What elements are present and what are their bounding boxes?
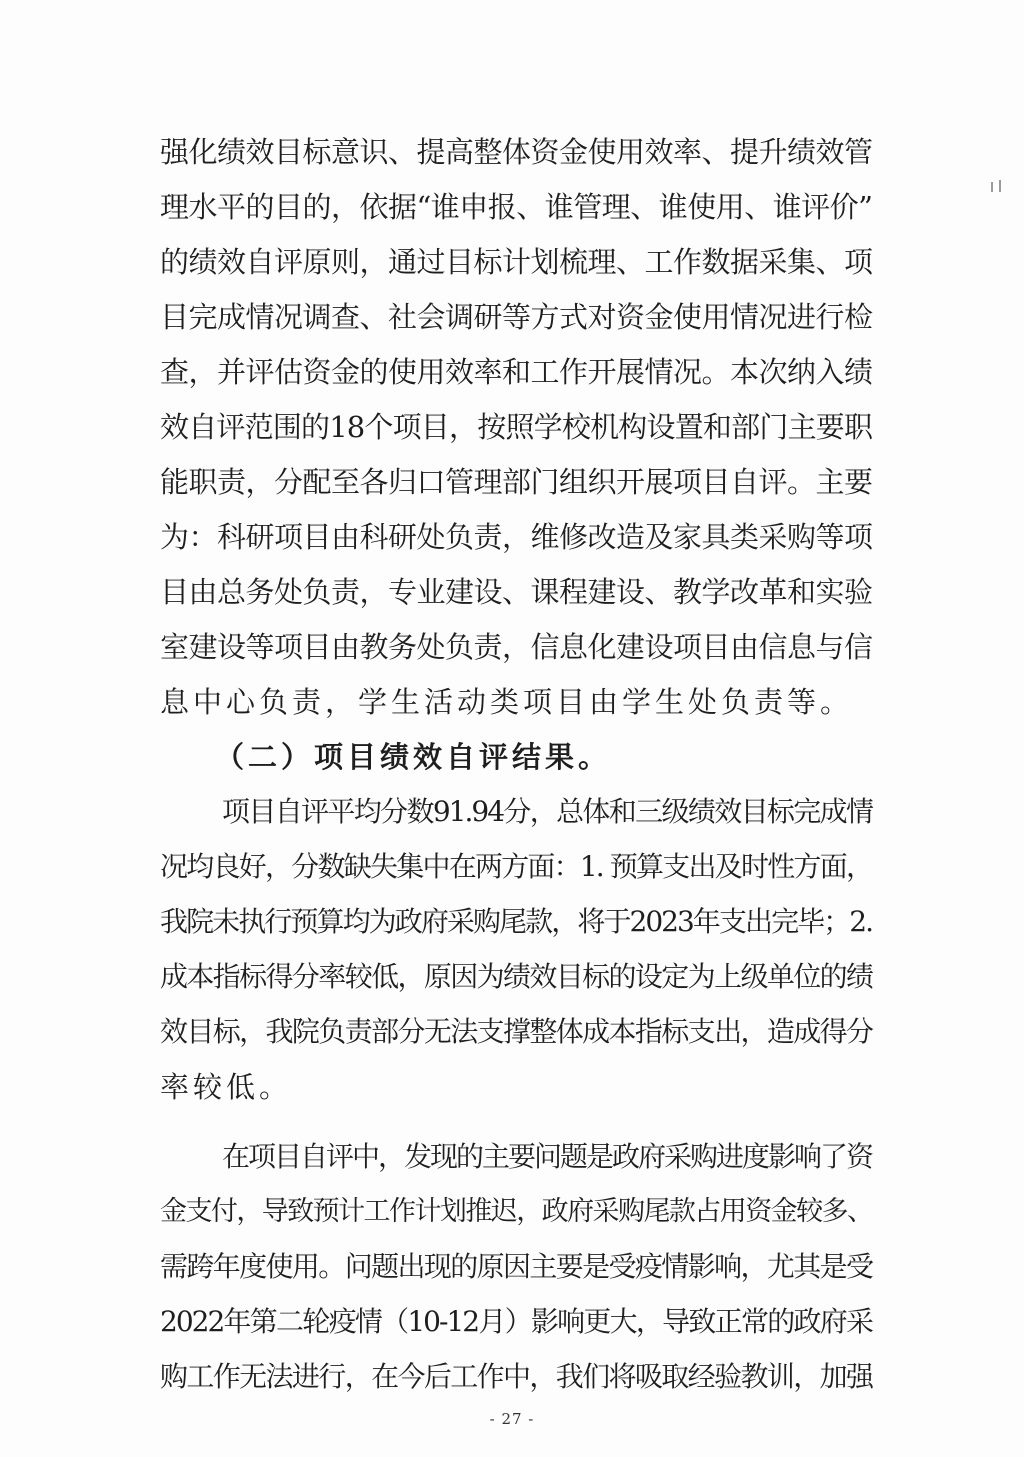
text-line: 息中心负责，学生活动类项目由学生处负责等。 [160,685,854,719]
text-line: 率较低。 [160,1070,293,1104]
text-line: 况均良好，分数缺失集中在两方面：1. 预算支出及时性方面， [160,850,872,883]
text-line: 效自评范围的18个项目，按照学校机构设置和部门主要职 [160,410,872,444]
text-line: 查，并评估资金的使用效率和工作开展情况。本次纳入绩 [160,355,872,389]
text-line: 需跨年度使用。问题出现的原因主要是受疫情影响，尤其是受 [160,1250,872,1283]
scan-artifact [991,182,993,192]
text-line: 为：科研项目由科研处负责，维修改造及家具类采购等项 [160,520,872,554]
text-line: 2022年第二轮疫情（10-12月）影响更大，导致正常的政府采 [160,1305,872,1338]
text-line: 购工作无法进行，在今后工作中，我们将吸取经验教训，加强 [160,1360,872,1393]
text-line: 在项目自评中，发现的主要问题是政府采购进度影响了资 [222,1140,873,1173]
text-line: 的绩效自评原则，通过目标计划梳理、工作数据采集、项 [160,245,872,279]
text-line: 效目标，我院负责部分无法支撑整体成本指标支出，造成得分 [160,1015,872,1048]
text-line: 项目自评平均分数91.94分，总体和三级绩效目标完成情 [222,795,872,828]
text-line: 目由总务处负责，专业建设、课程建设、教学改革和实验 [160,575,872,609]
section-heading: （二）项目绩效自评结果。 [215,740,612,774]
text-line: 室建设等项目由教务处负责，信息化建设项目由信息与信 [160,630,872,664]
text-line: 强化绩效目标意识、提高整体资金使用效率、提升绩效管 [160,135,872,169]
text-line: 能职责，分配至各归口管理部门组织开展项目自评。主要 [160,465,872,499]
text-line: 我院未执行预算均为政府采购尾款，将于2023年支出完毕；2. [160,905,872,938]
page-number: - 27 - [489,1410,535,1428]
text-line: 成本指标得分率较低，原因为绩效目标的设定为上级单位的绩 [160,960,872,993]
text-line: 金支付，导致预计工作计划推迟，政府采购尾款占用资金较多、 [160,1196,872,1227]
scan-artifact [999,180,1001,192]
text-line: 理水平的目的，依据“谁申报、谁管理、谁使用、谁评价” [160,190,872,224]
text-line: 目完成情况调查、社会调研等方式对资金使用情况进行检 [160,300,872,334]
